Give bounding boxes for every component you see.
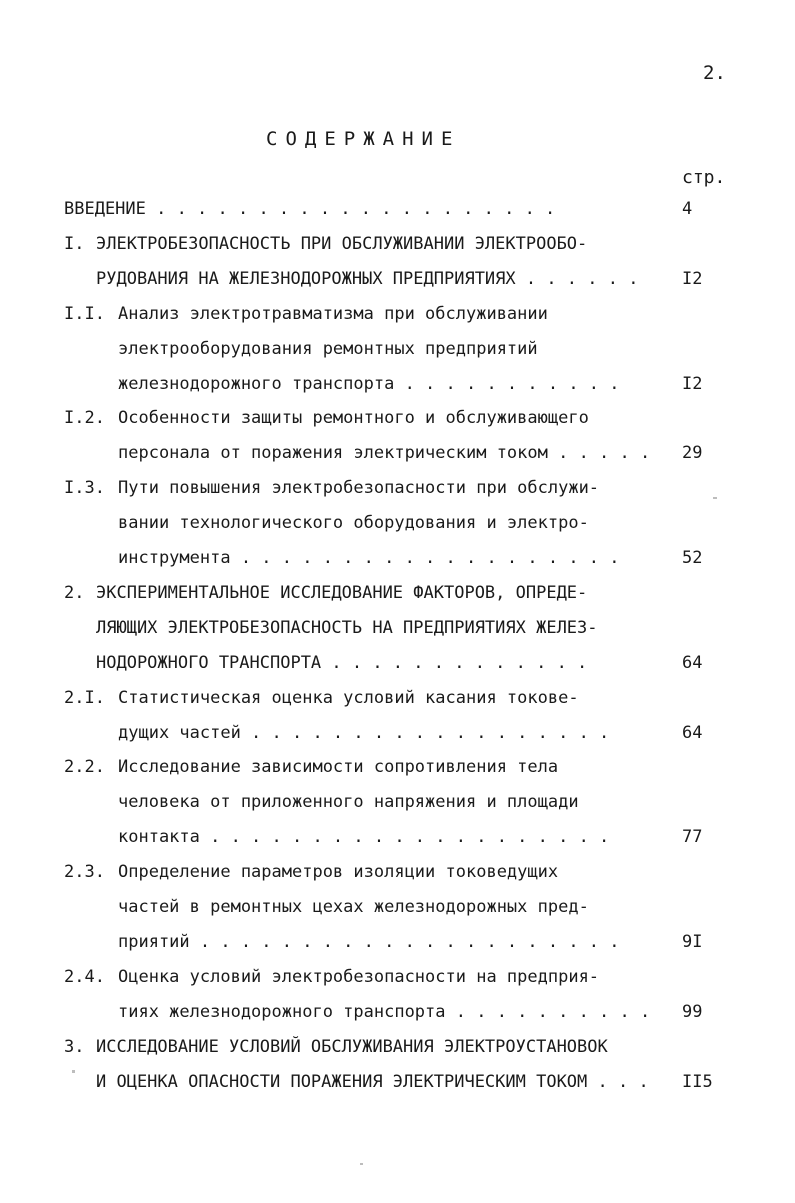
toc-entry-text: Определение параметров изоляции токоведущих [118, 862, 559, 883]
toc-entry-text: инструмента . . . . . . . . . . . . . . . . . . . [118, 548, 620, 568]
toc-entry-number: 3. [64, 1036, 85, 1057]
toc-entry-text: Исследование зависимости сопротивления тела [118, 757, 559, 778]
toc-entry-text: Пути повышения электробезопасности при обслужи- [118, 478, 600, 499]
toc-entry-text: ЭЛЕКТРОБЕЗОПАСНОСТЬ ПРИ ОБСЛУЖИВАНИИ ЭЛЕКТРООБО- [96, 233, 588, 254]
toc-entry-text: вании технологического оборудования и электро- [118, 513, 589, 534]
toc-entry-text: персонала от поражения электрическим током . . . . . [118, 443, 651, 464]
toc-entry-page: 4 [682, 199, 693, 219]
toc-entry-page: 29 [682, 443, 703, 464]
toc-entry-page: II5 [682, 1071, 713, 1092]
toc-entry-page: I2 [682, 268, 703, 289]
toc-entry-text: НОДОРОЖНОГО ТРАНСПОРТА . . . . . . . . . . . . . [96, 652, 588, 673]
toc-entry-number: 2.2. [64, 757, 105, 778]
toc-entry-text: ИССЛЕДОВАНИЕ УСЛОВИЙ ОБСЛУЖИВАНИЯ ЭЛЕКТРОУСТАНОВОК [96, 1036, 608, 1057]
toc-entry-text: электрооборудования ремонтных предприятий [118, 338, 538, 359]
toc-entry-text: ЭКСПЕРИМЕНТАЛЬНОЕ ИССЛЕДОВАНИЕ ФАКТОРОВ, ОПРЕДЕ- [96, 582, 588, 603]
page-number: 2. [703, 62, 726, 84]
toc-entry-text: дущих частей . . . . . . . . . . . . . . . . . . [118, 722, 610, 743]
toc-entry-text: человека от приложенного напряжения и площади [118, 792, 579, 813]
toc-entry-text: приятий . . . . . . . . . . . . . . . . . . . . . [118, 931, 620, 952]
scan-mark [713, 497, 717, 499]
toc-entry-text: ЛЯЮЩИХ ЭЛЕКТРОБЕЗОПАСНОСТЬ НА ПРЕДПРИЯТИЯХ ЖЕЛЕЗ- [96, 617, 598, 638]
toc-entry-page: 64 [682, 652, 703, 673]
toc-entry-text: частей в ремонтных цехах железнодорожных пред- [118, 897, 589, 917]
toc-entry-page: 52 [682, 548, 703, 568]
page-column-header: стр. [682, 167, 726, 188]
toc-entry-number: I.3. [64, 478, 105, 499]
toc-entry-text: РУДОВАНИЯ НА ЖЕЛЕЗНОДОРОЖНЫХ ПРЕДПРИЯТИЯХ . . . . . . [96, 268, 639, 289]
toc-entry-text: Оценка условий электробезопасности на предприя- [118, 966, 600, 987]
toc-entry-number: 2.I. [64, 687, 105, 708]
scan-mark [72, 1070, 75, 1073]
toc-entry-number: I. [64, 233, 85, 254]
scan-mark [360, 1163, 363, 1165]
toc-entry-text: Особенности защиты ремонтного и обслуживающего [118, 408, 589, 429]
toc-entry-text: железнодорожного транспорта . . . . . . . . . . . [118, 373, 620, 394]
toc-entry-page: 64 [682, 722, 703, 743]
toc-entry-page: I2 [682, 373, 703, 394]
toc-entry-page: 99 [682, 1001, 703, 1022]
page-title: СОДЕРЖАНИЕ [266, 128, 461, 150]
toc-entry-text: тиях железнодорожного транспорта . . . . . . . . . . [118, 1001, 651, 1022]
toc-entry-page: 77 [682, 827, 703, 848]
toc-entry-number: 2. [64, 582, 85, 603]
toc-entry-text: Анализ электротравматизма при обслуживании [118, 303, 548, 324]
toc-entry-text: ВВЕДЕНИЕ . . . . . . . . . . . . . . . . . . . . [64, 199, 556, 219]
toc-entry-number: 2.4. [64, 966, 105, 987]
toc-entry-text: Статистическая оценка условий касания токове- [118, 687, 579, 708]
toc-entry-text: контакта . . . . . . . . . . . . . . . . . . . . [118, 827, 610, 848]
toc-entry-page: 9I [682, 931, 703, 952]
toc-entry-number: 2.3. [64, 862, 105, 883]
toc-entry-text: И ОЦЕНКА ОПАСНОСТИ ПОРАЖЕНИЯ ЭЛЕКТРИЧЕСКИМ ТОКОМ . . . [96, 1071, 649, 1092]
toc-entry-number: I.I. [64, 303, 105, 324]
toc-entry-number: I.2. [64, 408, 105, 429]
